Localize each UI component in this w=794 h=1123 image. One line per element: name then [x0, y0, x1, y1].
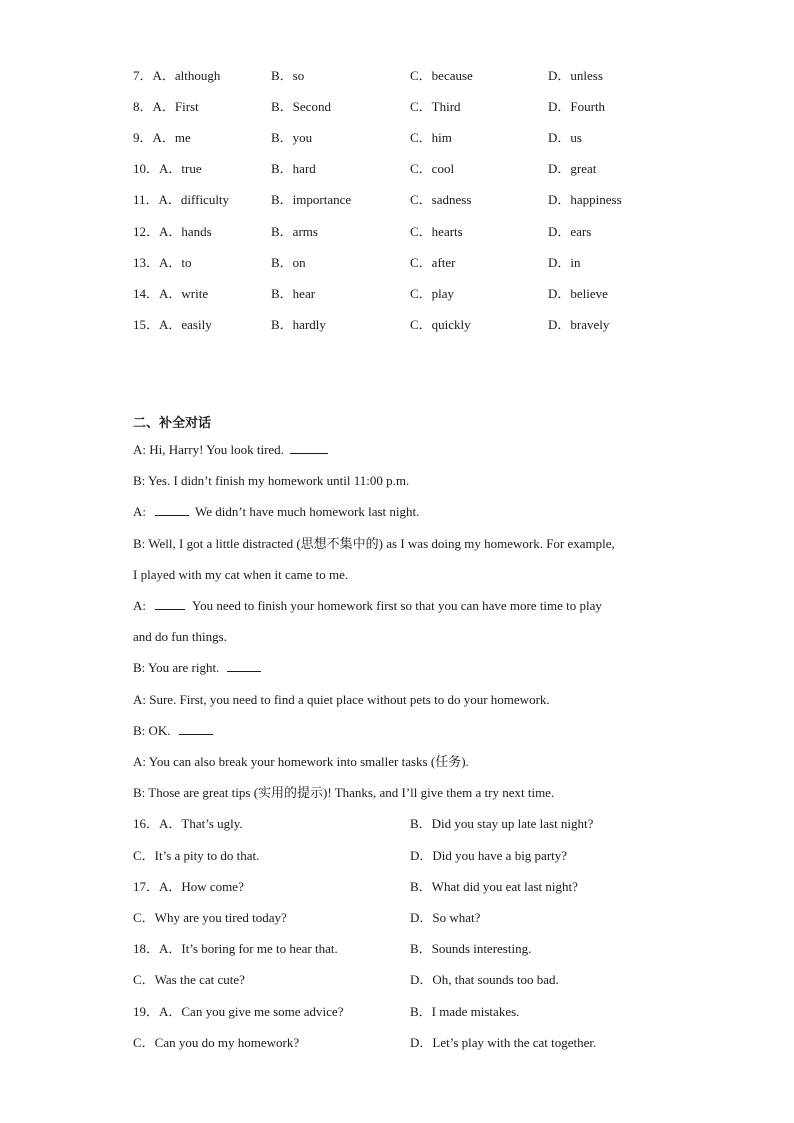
dialogue-line-7 [133, 627, 227, 647]
option-a [133, 97, 199, 117]
option-a-text: me [174, 130, 191, 145]
option-c: C．quickly [410, 317, 471, 332]
option-left: C．Why are you tired today? [133, 910, 287, 925]
option-a [133, 253, 192, 273]
option-c: C．hearts [410, 224, 463, 239]
option-b: B．hard [271, 161, 316, 176]
option-d: D．in [548, 255, 581, 270]
option-left: 17．A．How come? [133, 879, 244, 894]
option-right: D．Let’s play with the cat together. [410, 1035, 597, 1050]
dialogue-text: and do fun things. [133, 629, 227, 644]
option-a-text: true [181, 161, 202, 176]
question-number: 11．A． [133, 192, 181, 207]
question-number: 8．A． [133, 99, 175, 114]
question-number: 15．A． [133, 317, 182, 332]
dialogue-text: B: You are right. [133, 660, 220, 675]
option-c: C．sadness [410, 192, 472, 207]
option-a-text: easily [181, 317, 212, 332]
dialogue-text: A: Sure. First, you need to find a quiet place without pets to do your homework. [133, 692, 550, 707]
option-c: C．him [410, 130, 452, 145]
answer-blank[interactable] [155, 503, 189, 516]
answer-blank[interactable] [155, 597, 185, 610]
option-right: B．I made mistakes. [410, 1004, 520, 1019]
option-d: D．unless [548, 68, 603, 83]
option-a-text: although [174, 68, 221, 83]
option-b: B．importance [271, 192, 352, 207]
answer-blank[interactable] [179, 722, 213, 735]
option-b: B．hardly [271, 317, 326, 332]
dialogue-line-9 [133, 690, 550, 710]
option-right: D．Oh, that sounds too bad. [410, 972, 559, 987]
option-left: 18．A．It’s boring for me to hear that. [133, 941, 338, 956]
dialogue-line-8 [133, 658, 261, 678]
dialogue-text: A: Hi, Harry! You look tired. [133, 442, 284, 457]
option-d: D．Fourth [548, 99, 606, 114]
question-number: 14．A． [133, 286, 182, 301]
dialogue-text: B: Yes. I didn’t finish my homework until 11:00 p.m. [133, 473, 410, 488]
dialogue-line-6 [133, 596, 602, 616]
dialogue-text: B: OK. [133, 723, 171, 738]
option-c: C．because [410, 68, 473, 83]
option-b: B．arms [271, 224, 318, 239]
dialogue-line-11 [133, 752, 469, 772]
option-right: B．What did you eat last night? [410, 879, 578, 894]
option-a [133, 190, 229, 210]
option-right: D．Did you have a big party? [410, 848, 568, 863]
question-number: 13．A． [133, 255, 182, 270]
option-right: B．Did you stay up late last night? [410, 816, 594, 831]
option-c: C．after [410, 255, 456, 270]
option-a-text: hands [181, 224, 212, 239]
option-b: B．Second [271, 99, 331, 114]
question-number: 12．A． [133, 224, 182, 239]
option-c: C．Third [410, 99, 461, 114]
option-d: D．ears [548, 224, 592, 239]
option-left: C．It’s a pity to do that. [133, 848, 260, 863]
option-a-text: to [181, 255, 192, 270]
question-number: 9．A． [133, 130, 175, 145]
speaker-label: A: [133, 504, 146, 519]
dialogue-text: I played with my cat when it came to me. [133, 567, 349, 582]
dialogue-text: B: Those are great tips (实用的提示)! Thanks, and I’ll give them a try next time. [133, 785, 555, 800]
section-heading: 二、补全对话 [133, 416, 212, 431]
option-d: D．us [548, 130, 582, 145]
option-d: D．bravely [548, 317, 610, 332]
dialogue-text: You need to finish your homework first so that you can have more time to play [192, 598, 602, 613]
option-b: B．you [271, 130, 313, 145]
answer-blank[interactable] [290, 441, 328, 454]
option-a [133, 128, 191, 148]
option-a [133, 315, 212, 335]
option-a-text: write [181, 286, 209, 301]
option-a [133, 159, 202, 179]
option-c: C．cool [410, 161, 455, 176]
option-a [133, 222, 212, 242]
speaker-label: A: [133, 598, 146, 613]
option-right: D．So what? [410, 910, 481, 925]
option-left: C．Can you do my homework? [133, 1035, 300, 1050]
question-number: 7．A． [133, 68, 175, 83]
dialogue-line-3 [133, 502, 419, 522]
option-left: 16．A．That’s ugly. [133, 816, 243, 831]
dialogue-line-12 [133, 783, 554, 803]
option-d: D．great [548, 161, 597, 176]
option-d: D．happiness [548, 192, 622, 207]
option-c: C．play [410, 286, 455, 301]
option-d: D．believe [548, 286, 608, 301]
option-a [133, 66, 220, 86]
option-b: B．hear [271, 286, 316, 301]
option-b: B．so [271, 68, 305, 83]
option-a [133, 284, 208, 304]
dialogue-line-5 [133, 565, 348, 585]
dialogue-text: A: You can also break your homework into smaller tasks (任务). [133, 754, 469, 769]
dialogue-line-4 [133, 534, 615, 554]
dialogue-text: We didn’t have much homework last night. [195, 504, 420, 519]
option-a-text: difficulty [180, 192, 230, 207]
dialogue-text: B: Well, I got a little distracted (思想不集中的) as I was doing my homework. For example, [133, 536, 615, 551]
option-left: C．Was the cat cute? [133, 972, 245, 987]
option-a-text: First [174, 99, 199, 114]
option-b: B．on [271, 255, 306, 270]
dialogue-line-10 [133, 721, 213, 741]
dialogue-line-2 [133, 471, 409, 491]
dialogue-line-1 [133, 440, 328, 460]
option-left: 19．A．Can you give me some advice? [133, 1004, 344, 1019]
question-number: 10．A． [133, 161, 182, 176]
option-right: B．Sounds interesting. [410, 941, 532, 956]
answer-blank[interactable] [227, 659, 261, 672]
